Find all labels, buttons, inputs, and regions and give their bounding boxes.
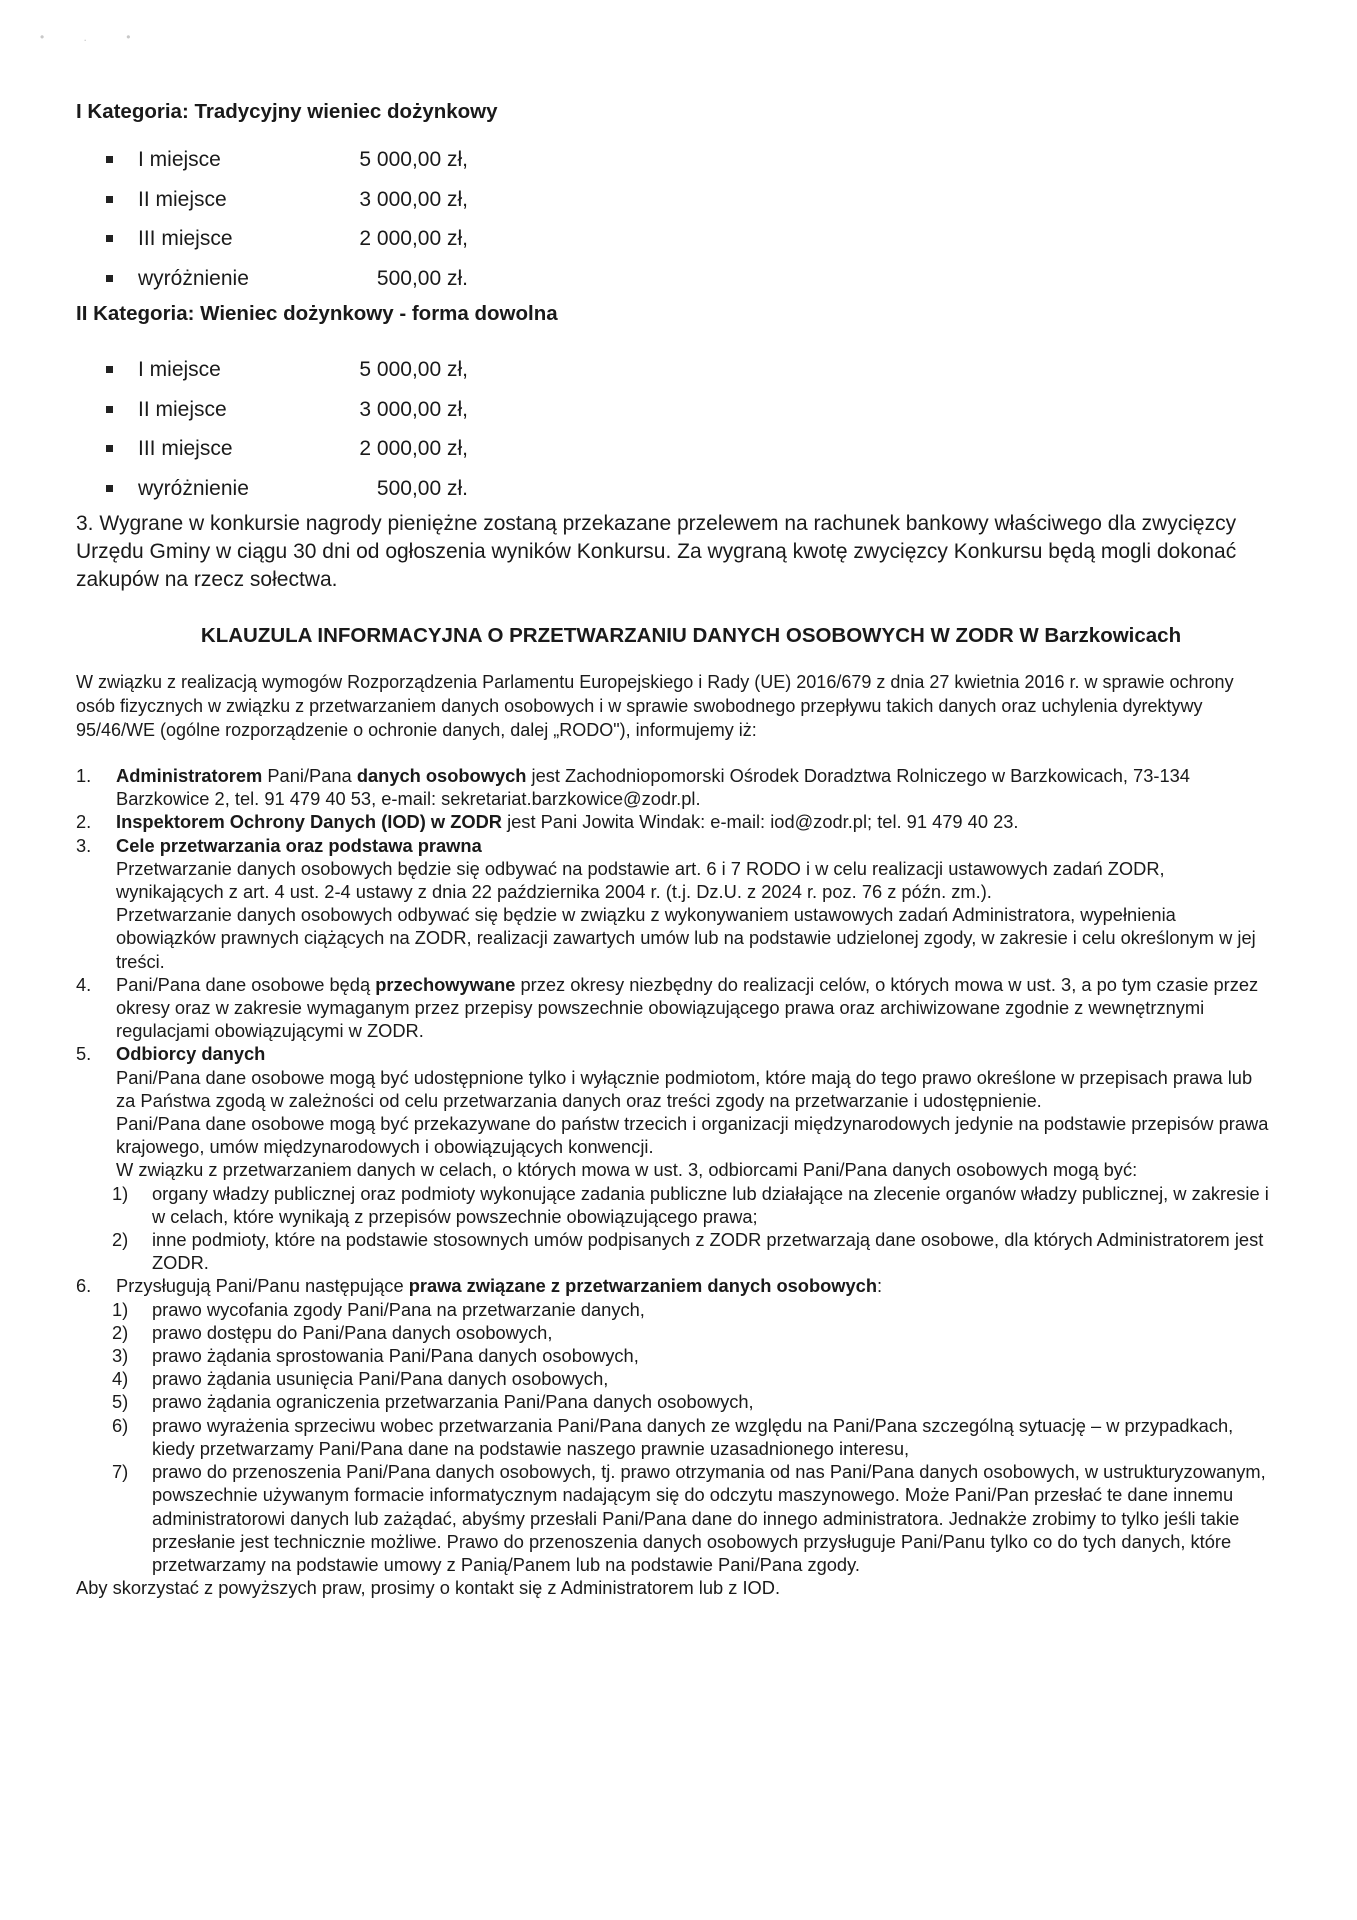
item-paragraph: Pani/Pana dane osobowe mogą być udostępnione tylko i wyłącznie podmiotom, które mają do tego prawo określone w przepisach prawa lub za Państwa zgodą w zależności od celu przetwarzania danych oraz treści zgody na przetwarzanie i udostępnienie. xyxy=(116,1066,1253,1111)
prize-amount: 2 000,00 zł, xyxy=(359,227,468,250)
item-bold-text: Administratorem xyxy=(116,765,263,786)
square-bullet-icon xyxy=(106,366,113,373)
list-item xyxy=(76,140,1276,180)
item-paragraph: Pani/Pana dane osobowe mogą być przekazywane do państw trzecich i organizacji międzynarodowych jedynie na podstawie przepisów prawa krajowego, umów międzynarodowych i obowiązujących konwencji. xyxy=(116,1113,1269,1158)
prize-place: I miejsce xyxy=(138,358,221,381)
list-item xyxy=(76,973,1276,1043)
closing-paragraph: Aby skorzystać z powyższych praw, prosimy o kontakt się z Administratorem lub z IOD. xyxy=(76,1577,781,1599)
klauzula-intro: W związku z realizacją wymogów Rozporządzenia Parlamentu Europejskiego i Rady (UE) 2016/679 z dnia 27 kwietnia 2016 r. w sprawie ochrony osób fizycznych w związku z przetwarzaniem danych osobowych i w sprawie swobodnego przepływu takich danych oraz uchylenia dyrektywy 95/46/WE (ogólne rozporządzenie o ochronie danych, dalej „RODO"), informujemy iż: xyxy=(76,672,1234,740)
sub-item-number: 1) xyxy=(112,1298,129,1320)
square-bullet-icon xyxy=(106,235,113,242)
prize-place: wyróżnienie xyxy=(138,266,249,290)
prize-place: wyróżnienie xyxy=(138,476,249,500)
sub-item-number: 2) xyxy=(112,1321,129,1343)
category2-title: II Kategoria: Wieniec dożynkowy - forma dowolna xyxy=(76,302,558,325)
sub-item-text: prawo wyrażenia sprzeciwu wobec przetwarzania Pani/Pana danych ze względu na Pani/Pana szczególną sytuację – w przypadkach, kiedy przetwarzamy Pani/Pana dane na podstawie naszego prawnie uzasadnionego interesu, xyxy=(152,1414,1234,1459)
item-bold-text: przechowywane xyxy=(375,973,516,995)
list-item xyxy=(76,390,1276,430)
sub-item-text: prawo do przenoszenia Pani/Pana danych osobowych, tj. prawo otrzymania od nas Pani/Pana danych osobowych, w ustrukturyzowanym, powszechnie używanym formacie informatycznym nadającym się do odczytu maszynowego. Może Pani/Pan przesłać te dane innemu administratorowi danych lub zażądać, abyśmy przesłali Pani/Pana dane do innego administratora. Jednakże zrobimy to tylko jeśli takie przesłanie jest technicznie możliwe. Prawo do przenoszenia danych osobowych przysługuje Pani/Panu tylko co do tych danych, które przetwarzamy na podstawie umowy z Panią/Panem lub na podstawie Pani/Pana zgody. xyxy=(152,1461,1266,1575)
item-bold-text: prawa związane z przetwarzaniem danych osobowych xyxy=(408,1275,878,1297)
sub-item-number: 5) xyxy=(112,1391,129,1413)
sub-item-text: prawo żądania ograniczenia przetwarzania Pani/Pana danych osobowych, xyxy=(152,1391,754,1413)
sub-item-number: 2) xyxy=(112,1229,129,1251)
list-item xyxy=(76,180,1276,220)
item-number: 5. xyxy=(76,1043,92,1065)
list-item xyxy=(76,469,1276,509)
sub-list-item xyxy=(76,1367,1276,1390)
sub-list-item xyxy=(76,1182,1276,1228)
sub-list-item xyxy=(76,1414,1276,1460)
prize-place: III miejsce xyxy=(138,437,233,460)
item-text: jest Pani Jowita Windak: e-mail: iod@zodr.pl; tel. 91 479 40 23. xyxy=(502,811,1019,833)
list-item xyxy=(76,350,1276,390)
item-paragraph: Przetwarzanie danych osobowych odbywać się będzie w związku z wykonywaniem ustawowych zadań Administratora, wypełnienia obowiązków prawnych ciążących na ZODR, realizacji zawartych umów lub na podstawie udzielonej zgody, w zakresie i celu określonym w jej treści. xyxy=(116,904,1256,972)
list-item xyxy=(76,834,1276,973)
list-item xyxy=(76,429,1276,469)
square-bullet-icon xyxy=(106,445,113,452)
prize-amount: 3 000,00 zł, xyxy=(359,397,468,421)
item-text: Przysługują Pani/Panu następujące xyxy=(116,1275,409,1297)
square-bullet-icon xyxy=(106,156,113,163)
item-number: 2. xyxy=(76,811,92,833)
item-paragraph: Przetwarzanie danych osobowych będzie się odbywać na podstawie art. 6 i 7 RODO i w celu realizacji ustawowych zadań ZODR, wynikających z art. 4 ust. 2-4 ustawy z dnia 22 października 2004 r. (t.j. Dz.U. z 2024 r. poz. 76 z późn. zm.). xyxy=(116,857,1165,903)
item-bold-text: danych osobowych xyxy=(356,765,527,786)
item-number: 6. xyxy=(76,1275,92,1297)
list-item xyxy=(76,764,1276,810)
list-item xyxy=(76,219,1276,259)
item-text: Pani/Pana xyxy=(262,765,357,786)
prize-place: II miejsce xyxy=(138,187,227,211)
klauzula-list xyxy=(76,764,1276,1576)
list-item xyxy=(76,1274,1276,1576)
item-text: Pani/Pana dane osobowe będą xyxy=(116,973,376,995)
square-bullet-icon xyxy=(106,406,113,413)
item-bold-text: Inspektorem Ochrony Danych (IOD) w ZODR xyxy=(116,811,502,833)
prize-amount: 3 000,00 zł, xyxy=(359,187,468,211)
prize-amount: 5 000,00 zł, xyxy=(359,358,468,381)
item-number: 3. xyxy=(76,834,92,856)
sub-item-text: inne podmioty, które na podstawie stosownych umów podpisanych z ZODR przetwarzają dane osobowe, dla których Administratorem jest ZODR. xyxy=(152,1229,1264,1274)
prize-amount: 500,00 zł. xyxy=(376,476,468,500)
klauzula-title: KLAUZULA INFORMACYJNA O PRZETWARZANIU DANYCH OSOBOWYCH W ZODR W Barzkowicach xyxy=(200,624,1182,647)
sub-item-number: 6) xyxy=(112,1414,129,1436)
item-heading: Cele przetwarzania oraz podstawa prawna xyxy=(116,834,482,856)
prize-amount: 5 000,00 zł, xyxy=(359,148,468,171)
sub-item-text: prawo żądania sprostowania Pani/Pana danych osobowych, xyxy=(152,1345,639,1367)
item-text: jest Zachodniopomorski Ośrodek Doradztwa Rolniczego w Barzkowicach, 73-134 Barzkowice 2, tel. 91 479 40 53, e-mail: sekretariat.barzkowice@zodr.pl. xyxy=(116,765,1190,810)
category2-prize-list xyxy=(76,350,1276,508)
item-paragraph: W związku z przetwarzaniem danych w celach, o których mowa w ust. 3, odbiorcami Pani/Pana danych osobowych mogą być: xyxy=(116,1159,1138,1181)
sub-list-item xyxy=(76,1390,1276,1413)
prize-amount: 500,00 zł. xyxy=(376,266,468,290)
sub-item-number: 3) xyxy=(112,1345,129,1367)
sub-item-text: organy władzy publicznej oraz podmioty wykonujące zadania publiczne lub działające na zlecenie organów władzy publicznej, w zakresie i w celach, które wynikają z przepisów powszechnie obowiązującego prawa; xyxy=(152,1182,1269,1227)
item-text: : xyxy=(877,1275,883,1297)
list-item xyxy=(76,259,1276,299)
square-bullet-icon xyxy=(106,196,113,203)
sub-list-item xyxy=(76,1460,1276,1576)
prize-place: I miejsce xyxy=(138,148,221,171)
prize-place: II miejsce xyxy=(138,397,227,421)
prize-payment-paragraph: 3. Wygrane w konkursie nagrody pieniężne zostaną przekazane przelewem na rachunek bankowy właściwego dla zwycięzcy Urzędu Gminy w ciągu 30 dni od ogłoszenia wyników Konkursu. Za wygraną kwotę zwycięzcy Konkursu będą mogli dokonać zakupów na rzecz sołectwa. xyxy=(76,512,1237,591)
prize-amount: 2 000,00 zł, xyxy=(359,437,468,460)
list-item xyxy=(76,810,1276,833)
square-bullet-icon xyxy=(106,275,113,282)
sub-list-item xyxy=(76,1344,1276,1367)
document-content xyxy=(76,100,1276,1600)
sub-item-number: 4) xyxy=(112,1368,129,1390)
sub-list-item xyxy=(76,1321,1276,1344)
item-number: 4. xyxy=(76,973,92,995)
category1-prize-list xyxy=(76,140,1276,298)
prize-place: III miejsce xyxy=(138,227,233,250)
sub-list-item xyxy=(76,1228,1276,1274)
list-item xyxy=(76,1042,1276,1274)
sub-item-text: prawo żądania usunięcia Pani/Pana danych osobowych, xyxy=(152,1368,609,1390)
item-heading: Odbiorcy danych xyxy=(116,1043,266,1065)
scan-artifact: • . • xyxy=(40,30,149,44)
item-number: 1. xyxy=(76,765,92,786)
sub-item-text: prawo wycofania zgody Pani/Pana na przetwarzanie danych, xyxy=(152,1298,645,1320)
square-bullet-icon xyxy=(106,485,113,492)
item-text: przez okresy niezbędny do realizacji celów, o których mowa w ust. 3, a po tym czasie przez okresy oraz w zakresie wymaganym przez przepisy powszechnie obowiązującego prawa oraz archiwizowane zgodnie z wewnętrznymi regulacjami obowiązującymi w ZODR. xyxy=(116,973,1259,1042)
sub-item-number: 1) xyxy=(112,1182,129,1204)
sub-item-text: prawo dostępu do Pani/Pana danych osobowych, xyxy=(152,1321,553,1343)
category1-title: I Kategoria: Tradycyjny wieniec dożynkowy xyxy=(76,100,498,123)
sub-item-number: 7) xyxy=(112,1461,129,1483)
sub-list-item xyxy=(76,1298,1276,1321)
